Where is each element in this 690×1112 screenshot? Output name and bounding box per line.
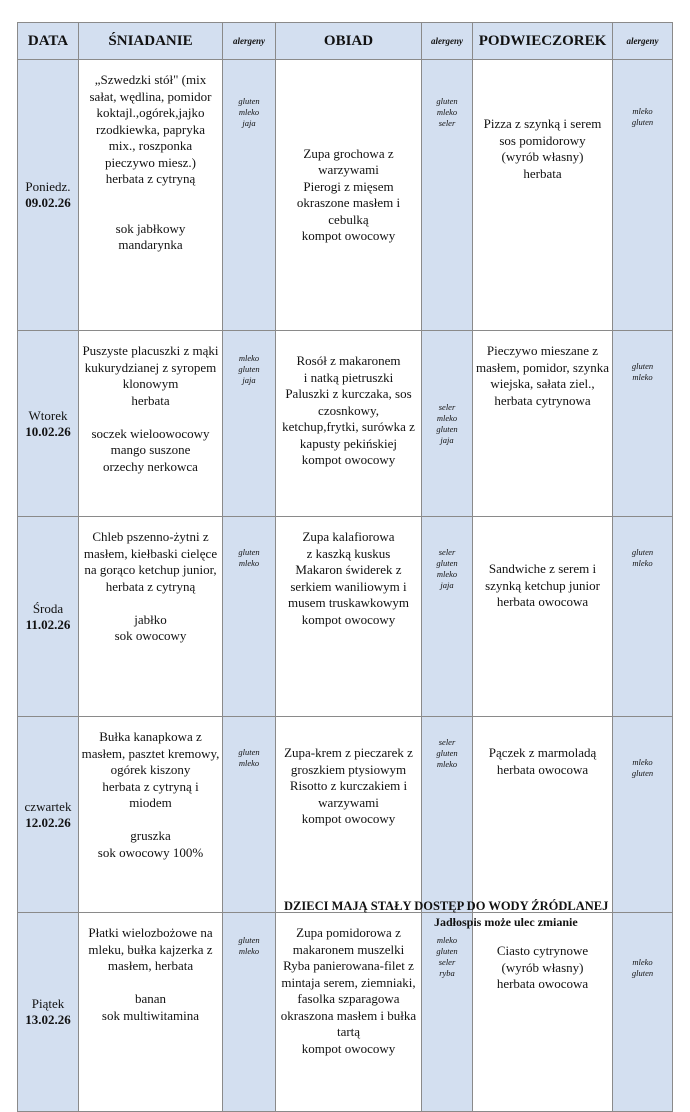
table-row	[18, 717, 673, 913]
lunch-allergens: seler gluten mleko jaja	[422, 517, 473, 717]
breakfast-cell: „Szwedzki stół" (mix sałat, wędlina, pomidor koktajl.,ogórek,jajko rzodkiewka, papryka mix., roszponka pieczywo miesz.) herbata z cytryną sok jabłkowy mandarynka	[79, 60, 223, 331]
breakfast-cell: Chleb pszenno-żytni z masłem, kiełbaski cielęce na gorąco ketchup junior, herbata z cytryną jabłko sok owocowy	[79, 517, 223, 717]
snack-cell: Pieczywo mieszane z masłem, pomidor, szynka wiejska, sałata ziel., herbata cytrynowa	[473, 331, 613, 517]
snack-cell: Pączek z marmoladą herbata owocowa	[473, 717, 613, 913]
day-date: 11.02.26	[25, 616, 71, 632]
breakfast-allergens: gluten mleko	[223, 717, 276, 913]
snack-allergens: mleko gluten	[613, 60, 673, 331]
snack-allergens: mleko gluten	[613, 913, 673, 1112]
snack-allergens: gluten mleko	[613, 517, 673, 717]
lunch-cell: Zupa-krem z pieczarek z groszkiem ptysiowym Risotto z kurczakiem i warzywami kompot owocowy	[276, 717, 422, 913]
day-name: czwartek	[24, 798, 72, 814]
day-name: Środa	[32, 600, 64, 616]
lunch-cell: Rosół z makaronem i natką pietruszki Paluszki z kurczaka, sos czosnkowy, ketchup,frytki, surówka z kapusty pekińskiej kompot owocowy	[276, 331, 422, 517]
lunch-cell: Zupa grochowa z warzywami Pierogi z mięsem okraszone masłem i cebulką kompot owocowy	[276, 60, 422, 331]
lunch-allergens: gluten mleko seler	[422, 60, 473, 331]
snack-allergens: gluten mleko	[613, 331, 673, 517]
breakfast-allergens: gluten mleko jaja	[223, 60, 276, 331]
breakfast-cell: Puszyste placuszki z mąki kukurydzianej z syropem klonowym herbata soczek wieloowocowy mango suszone orzechy nerkowca	[79, 331, 223, 517]
day-date: 09.02.26	[25, 195, 71, 210]
header-row	[18, 23, 673, 60]
lunch-cell: Zupa pomidorowa z makaronem muszelki Ryba panierowana-filet z mintaja serem, ziemniaki, fasolka szparagowa okraszona masłem i bułka tartą kompot owocowy	[276, 913, 422, 1112]
header-allergens-snack: alergeny	[613, 23, 673, 60]
day-name: Wtorek	[28, 407, 68, 423]
breakfast-allergens: gluten mleko	[223, 913, 276, 1112]
water-notice: DZIECI MAJĄ STAŁY DOSTĘP DO WODY ŹRÓDLANEJ	[284, 899, 609, 913]
snack-cell: Ciasto cytrynowe (wyrób własny) herbata owocowa	[473, 913, 613, 1112]
day-cell	[18, 717, 79, 913]
header-date: DATA	[18, 23, 79, 60]
header-allergens-lunch: alergeny	[422, 23, 473, 60]
day-name: Piątek	[31, 996, 65, 1011]
day-cell	[18, 331, 79, 517]
snack-allergens: mleko gluten	[613, 717, 673, 913]
day-date: 12.02.26	[25, 814, 71, 830]
snack-cell: Sandwiche z serem i szynką ketchup junior herbata owocowa	[473, 517, 613, 717]
table-row	[18, 913, 673, 1112]
change-notice: Jadłospis może ulec zmianie	[434, 915, 578, 929]
breakfast-allergens: gluten mleko	[223, 517, 276, 717]
day-name: Poniedz.	[25, 179, 71, 194]
lunch-allergens: seler mleko gluten jaja	[422, 331, 473, 517]
lunch-allergens: mleko gluten seler ryba	[422, 913, 473, 1112]
breakfast-allergens: mleko gluten jaja	[223, 331, 276, 517]
breakfast-cell: Bułka kanapkowa z masłem, pasztet kremowy, ogórek kiszony herbata z cytryną i miodem gruszka sok owocowy 100%	[79, 717, 223, 913]
day-date: 13.02.26	[25, 1012, 71, 1027]
snack-cell: Pizza z szynką i serem sos pomidorowy (wyrób własny) herbata	[473, 60, 613, 331]
table-row	[18, 331, 673, 517]
header-lunch: OBIAD	[276, 23, 422, 60]
day-cell	[18, 913, 79, 1112]
menu-table	[17, 22, 673, 1112]
breakfast-cell: Płatki wielozbożowe na mleku, bułka kajzerka z masłem, herbata banan sok multiwitamina	[79, 913, 223, 1112]
day-cell	[18, 60, 79, 331]
header-snack: PODWIECZOREK	[473, 23, 613, 60]
header-breakfast: ŚNIADANIE	[79, 23, 223, 60]
day-date: 10.02.26	[25, 423, 71, 439]
table-row	[18, 60, 673, 331]
lunch-allergens: seler gluten mleko	[422, 717, 473, 913]
lunch-cell: Zupa kalafiorowa z kaszką kuskus Makaron świderek z serkiem waniliowym i musem truskawkowym kompot owocowy	[276, 517, 422, 717]
day-cell	[18, 517, 79, 717]
table-row	[18, 517, 673, 717]
header-allergens-breakfast: alergeny	[223, 23, 276, 60]
